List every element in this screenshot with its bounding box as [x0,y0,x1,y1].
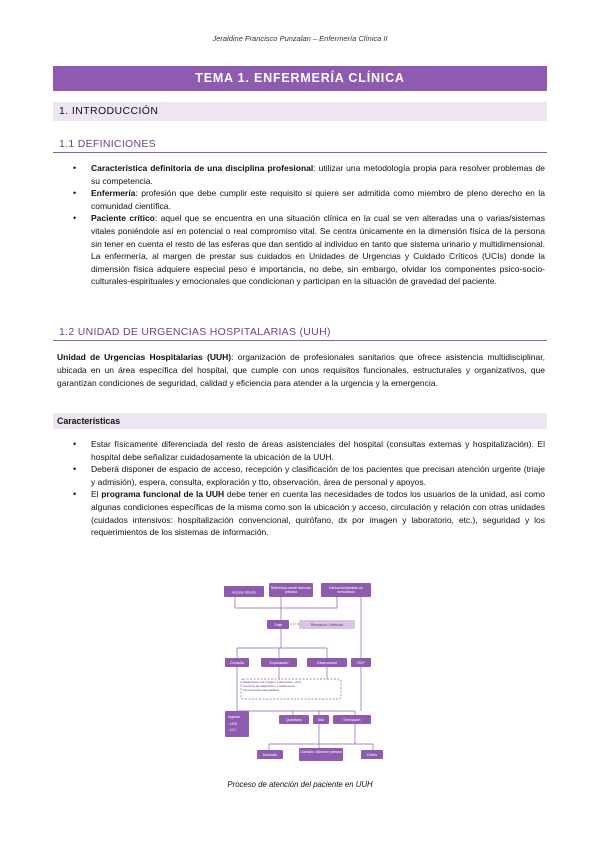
caracteristicas-heading-text: Características [57,416,121,426]
box-diagnostico [241,679,341,699]
box-ingreso [225,711,249,737]
section-heading-introduccion [53,102,547,121]
item-text: debe tener en cuenta las necesidades de todos los usuarios de la unidad, así como algunas condiciones específicas de la misma como son la ubicación y acceso, circulación y relación con otras unidades (cuidados intensivos: hospitalización convencional, quirófano, dx por imagen y laboratorio, etc.), seguridad y los requerimientos de los sistemas de información. [91,489,545,538]
definitions-list [62,162,545,288]
subsection-heading-text: 1.1 DEFINICIONES [59,138,156,150]
box-label: Acceso directo [232,590,256,595]
box-label: Exploración [269,661,289,665]
box-acceso-directo [224,586,264,597]
flowchart-connectors [235,597,373,750]
list-item [62,438,545,463]
box-recepcion [299,620,355,629]
caracteristicas-heading [53,413,547,429]
box-label: RCP [357,661,365,665]
term: Unidad de Urgencias Hospitalarias (UUH) [57,352,232,362]
box-label: Referencia desde Atención primaria [270,586,312,594]
subsection-heading-uuh [53,325,547,341]
box-label: Ingreso [228,715,240,719]
box-label: Recepción / Admisión [310,623,344,627]
section-heading-text: 1. INTRODUCCIÓN [59,105,159,117]
flowchart-diagram [221,580,388,770]
list-item [62,463,545,488]
box-exitus [361,750,383,759]
box-derivacion [333,715,371,724]
box-label: Domicilio / Atención primaria [300,749,342,754]
box-triaje [267,620,289,629]
item-text: Deberá disponer de espacio de acceso, recepción y clasificación de los pacientes que precisan atención urgente (triaje y admisión), espera, consulta, exploración y tto, observación, área de personal y apoyos. [91,464,545,487]
box-sublabel: - UDO [228,722,238,726]
box-rcp [351,658,371,667]
box-consulta [225,658,249,667]
box-referencia [269,583,313,597]
definition-text: : profesión que debe cumplir este requisito si quiere ser admitida como miembro de pleno derecho en la comunidad científica. [91,188,545,211]
definition-text: : aquel que se encuentra en una situación clínica en la cual se ven alteradas una o varias/sistemas vitales poniéndole así en potencial o real compromiso vital. Se centra únicamente en la dimensión física de la persona sin tener en cuenta el resto de las esferas que dan sentido al individuo en tanto que sistema urinario y multidimensional. La enfermería, al margen de prestar sus cuidados en Unidades de Urgencias y Cuidado Críticos (UCIs) donde la dimensión física adquiere especial peso e importancia, no debe, sin embargo, olvidar los componentes psico-socio-culturales-espirituales y emocionales que condicionan y participan en la situación de gravedad del paciente. [91,213,545,287]
caracteristicas-list [62,438,545,539]
page-title: TEMA 1. ENFERMERÍA CLÍNICA [53,66,547,91]
definition-text: : utilizar una metodología propia para resolver problemas de su competencia. [91,163,546,186]
box-label: Observación [316,661,338,665]
box-label: Diagnóstico por imagen, Laboratorio, otros servicios de diagnóstico y tratamiento, interconsulta especialidad [243,681,302,692]
box-domicilio [257,750,283,759]
item-prefix: El [91,489,102,500]
term: Característica definitoria de una disciplina profesional [91,163,314,173]
subsection-heading-text: 1.2 UNIDAD DE URGENCIAS HOSPITALARIAS (UUH) [59,326,331,338]
list-item [62,212,545,288]
box-sublabel: - UCI [228,728,236,732]
running-header: Jeraldine Francisco Punzalan – Enfermería Clínica II [212,34,388,43]
term: programa funcional de la UUH [101,489,225,500]
box-derivacion-ambulancia [321,583,371,597]
box-label: Quirófano [286,718,302,722]
box-domicilio-ap [299,748,343,761]
box-label: Derivación/traslado en ambulancia [329,586,363,594]
list-item [62,162,545,187]
box-observacion [307,658,347,667]
item-text: Estar físicamente diferenciada del resto de áreas asistenciales del hospital (consultas externas y hospitalización). El hospital debe señalizar cuidadosamente la ubicación de la UUH. [91,439,545,462]
box-label: Alta [317,718,325,722]
box-exploracion [261,658,297,667]
term: Enfermería [91,188,136,199]
definition-text: : organización de profesionales sanitarios que ofrece asistencia multidisciplinar, ubicada en un área específica del hospital, que cumple con unos requisitos funcionales, estructurales y organizativos, que garantizan condiciones de seguridad, calidad y eficiencia para atender a la urgencia y la emergencia. [57,352,545,388]
subsection-heading-definiciones [53,137,547,153]
uuh-definition [57,351,545,389]
box-label: Exitus [367,753,377,757]
list-item [62,488,545,538]
box-label: Derivación [343,718,361,722]
box-label: Triaje [273,623,283,627]
box-label: Consulta [229,661,245,665]
box-alta [313,715,329,724]
list-item [62,187,545,212]
figure-caption: Proceso de atención del paciente en UUH [227,780,373,789]
box-quirofano [279,715,309,724]
term: Paciente crítico [91,213,155,224]
box-label: Domicilio [262,753,278,757]
